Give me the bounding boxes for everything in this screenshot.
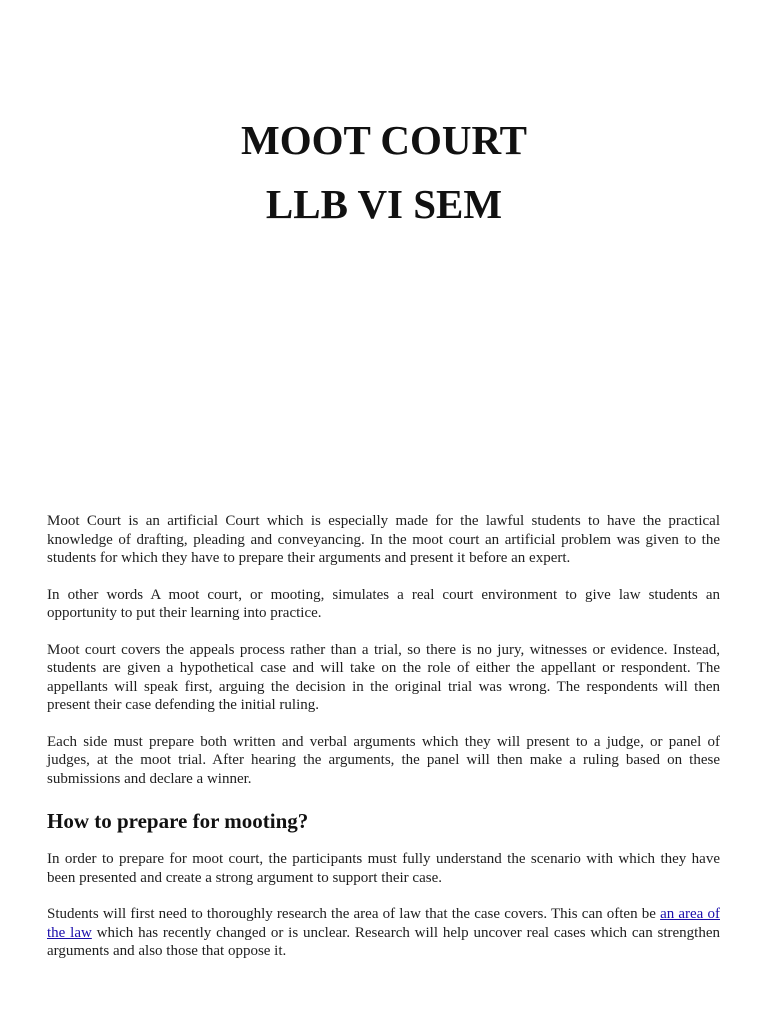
area-of-law-link[interactable]: an area of the law	[47, 906, 720, 941]
document-body	[47, 512, 720, 979]
paragraph-arguments: Each side must prepare both written and verbal arguments which they will present to a judge, or panel of judges, at the moot trial. After hearing the arguments, the panel will then make a ruling based on these submissions and declare a winner.	[47, 733, 720, 787]
document-subtitle: LLB VI SEM	[265, 181, 503, 227]
section-heading-prepare: How to prepare for mooting?	[47, 809, 309, 833]
paragraph-appeals-process: Moot court covers the appeals process rather than a trial, so there is no jury, witnesses or evidence. Instead, students are given a hypothetical case and will take on the role of either the appellant or respondent. The appellants will speak first, arguing the decision in the original trial was wrong. The respondents will then present their case defending the initial ruling.	[47, 641, 720, 713]
paragraph-prepare-scenario: In order to prepare for moot court, the participants must fully understand the scenario with which they have been presented and create a strong argument to support their case.	[47, 851, 720, 886]
title-block	[0, 108, 768, 236]
paragraph-research-text-before: Students will first need to thoroughly research the area of law that the case covers. This can often be	[47, 906, 661, 922]
paragraph-definition: Moot Court is an artificial Court which is especially made for the lawful students to have the practical knowledge of drafting, pleading and conveyancing. In the moot court an artificial problem was given to the students for which they have to prepare their arguments and present it before an expert.	[47, 513, 720, 566]
document-title: MOOT COURT	[241, 117, 527, 163]
paragraph-other-words: In other words A moot court, or mooting, simulates a real court environment to give law students an opportunity to put their learning into practice.	[47, 586, 720, 621]
paragraph-research	[47, 905, 720, 961]
paragraph-research-text-after: which has recently changed or is unclear. Research will help uncover real cases which can strengthen arguments and also those that oppose it.	[47, 924, 720, 959]
